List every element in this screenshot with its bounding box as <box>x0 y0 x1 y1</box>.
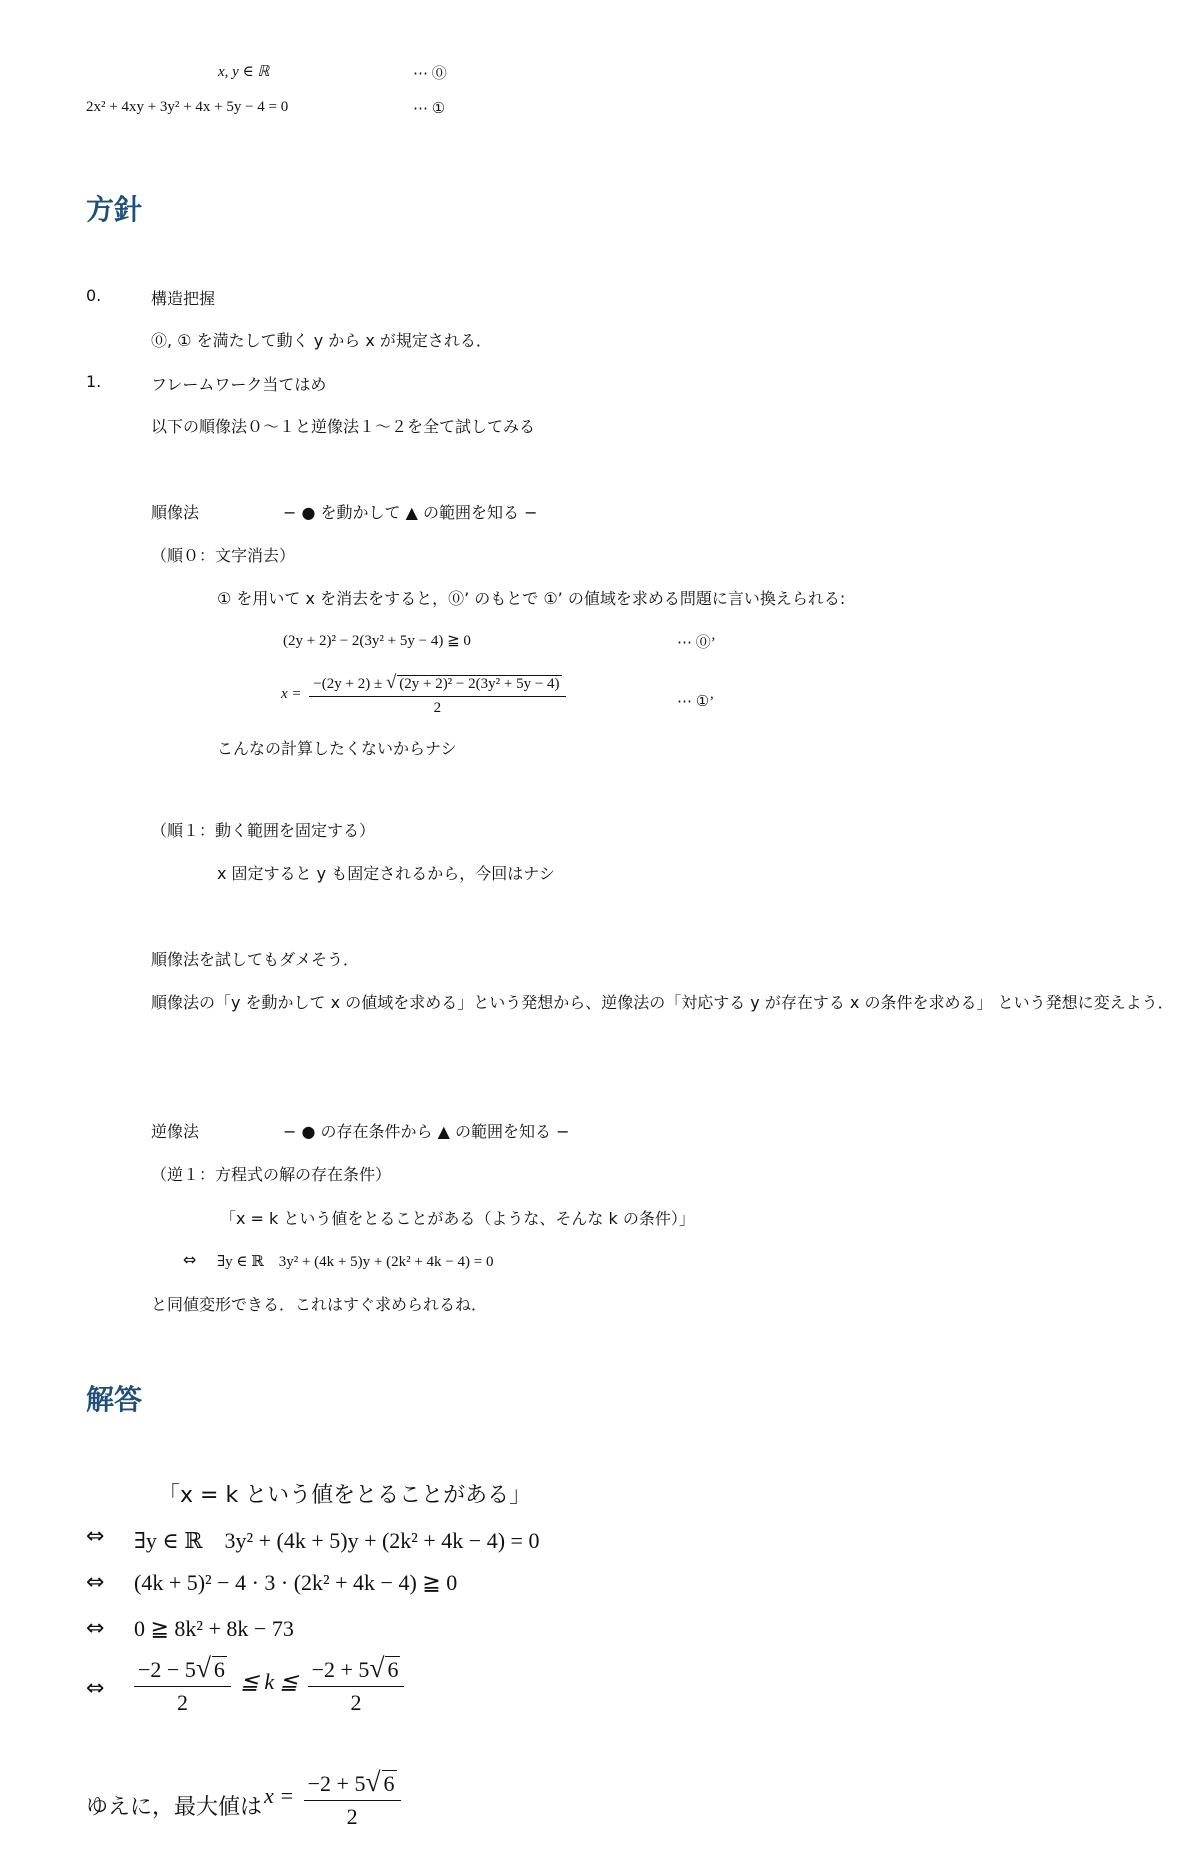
policy-item-1-title: フレームワーク当てはめ <box>151 375 327 394</box>
eq1-lhs: x = <box>281 685 302 702</box>
final-prefix: ゆえに，最大値は <box>86 1795 263 1820</box>
inverse-equiv-expression: ∃y ∈ ℝ 3y² + (4k + 5)y + (2k² + 4k − 4) = 0 <box>217 1254 494 1270</box>
answer-heading: 解答 <box>86 1383 143 1416</box>
lower-bound-fraction <box>134 1652 231 1716</box>
final-numerator: −2 + 5 <box>307 1771 366 1796</box>
eq1-radicand: (2y + 2)² − 2(3y² + 5y − 4) <box>399 676 560 692</box>
equation-1-tag: ⋯ ① <box>413 101 446 117</box>
answer-equiv-3: ⇔ <box>86 1616 105 1641</box>
upper-bound-fraction <box>308 1652 405 1716</box>
sqrt-icon: √ <box>195 1652 211 1683</box>
inequality-middle: ≦ k ≦ <box>240 1669 299 1695</box>
condition-0: x, y ∈ ℝ <box>218 64 270 80</box>
answer-equiv-4: ⇔ <box>86 1676 105 1701</box>
answer-quote: 「x = k という値をとることがある」 <box>158 1483 532 1508</box>
eq1-fraction <box>309 672 565 717</box>
forward-case0-eq0: (2y + 2)² − 2(3y² + 5y − 4) ≧ 0 <box>283 633 471 649</box>
forward-case1-text: x 固定すると y も固定されるから，今回はナシ <box>217 864 555 883</box>
forward-case0-eq1 <box>281 672 570 717</box>
lower-bound-denominator: 2 <box>176 1690 188 1715</box>
forward-case0-title: （順０：文字消去） <box>151 546 296 565</box>
sqrt-icon: √ <box>385 672 397 693</box>
inverse-equiv-symbol: ⇔ <box>183 1250 197 1269</box>
upper-bound-denominator: 2 <box>350 1690 362 1715</box>
policy-item-1-body: 以下の順像法０〜１と逆像法１〜２を全て試してみる <box>151 417 536 436</box>
upper-bound-radicand: 6 <box>387 1657 399 1682</box>
inverse-label: 逆像法 <box>151 1122 200 1141</box>
condition-0-tag: ⋯ ⓪ <box>413 66 447 82</box>
answer-equiv-1: ⇔ <box>86 1524 105 1549</box>
answer-step-1: ∃y ∈ ℝ 3y² + (4k + 5)y + (2k² + 4k − 4) = 0 <box>134 1528 540 1553</box>
forward-description: − ● を動かして ▲ の範囲を知る − <box>283 503 538 522</box>
forward-case0-text: ① を用いて x を消去をすると，⓪’ のもとで ①’ の値域を求める問題に言い換えられる: <box>217 589 846 608</box>
forward-label: 順像法 <box>151 503 200 522</box>
inverse-description: − ● の存在条件から ▲ の範囲を知る − <box>283 1122 570 1141</box>
forward-case0-eq0-tag: ⋯ ⓪’ <box>677 635 716 651</box>
answer-step-4 <box>130 1652 408 1716</box>
answer-step-2: (4k + 5)² − 4 · 3 · (2k² + 4k − 4) ≧ 0 <box>134 1570 458 1595</box>
policy-item-0-number: 0. <box>86 286 102 305</box>
final-radicand: 6 <box>383 1771 395 1796</box>
inverse-case1-note: と同値変形できる．これはすぐ求められるね． <box>151 1295 488 1314</box>
eq1-numerator-a: −(2y + 2) ± <box>313 676 383 692</box>
inverse-case1-quote: 「x = k という値をとることがある（ような、そんな k の条件）」 <box>220 1209 695 1228</box>
answer-equiv-2: ⇔ <box>86 1570 105 1595</box>
lower-bound-numerator: −2 − 5 <box>138 1657 196 1682</box>
forward-conclusion-1: 順像法を試してもダメそう． <box>151 950 360 969</box>
sqrt-icon: √ <box>365 1766 381 1797</box>
policy-item-1-number: 1. <box>86 372 102 391</box>
forward-case1-title: （順１：動く範囲を固定する） <box>151 821 376 840</box>
final-fraction <box>304 1766 401 1830</box>
final-answer <box>264 1766 405 1830</box>
lower-bound-radicand: 6 <box>213 1657 225 1682</box>
upper-bound-numerator: −2 + 5 <box>311 1657 370 1682</box>
forward-case0-eq1-tag: ⋯ ①’ <box>677 694 715 710</box>
policy-item-0-body: ⓪, ① を満たして動く y から x が規定される． <box>151 331 492 350</box>
final-lhs: x = <box>264 1783 295 1809</box>
inverse-case1-title: （逆１：方程式の解の存在条件） <box>151 1165 392 1184</box>
equation-1: 2x² + 4xy + 3y² + 4x + 5y − 4 = 0 <box>86 99 289 115</box>
policy-item-0-title: 構造把握 <box>151 289 216 308</box>
final-denominator: 2 <box>346 1804 358 1829</box>
forward-conclusion-2: 順像法の「y を動かして x の値域を求める」という発想から、逆像法の「対応する y が存在する x の条件を求める」 という発想に変えよう． <box>151 993 1174 1012</box>
forward-case0-note: こんなの計算したくないからナシ <box>217 739 457 758</box>
eq1-denominator: 2 <box>433 700 442 716</box>
sqrt-icon: √ <box>369 1652 385 1683</box>
policy-heading: 方針 <box>86 193 143 226</box>
answer-step-3: 0 ≧ 8k² + 8k − 73 <box>134 1616 294 1641</box>
